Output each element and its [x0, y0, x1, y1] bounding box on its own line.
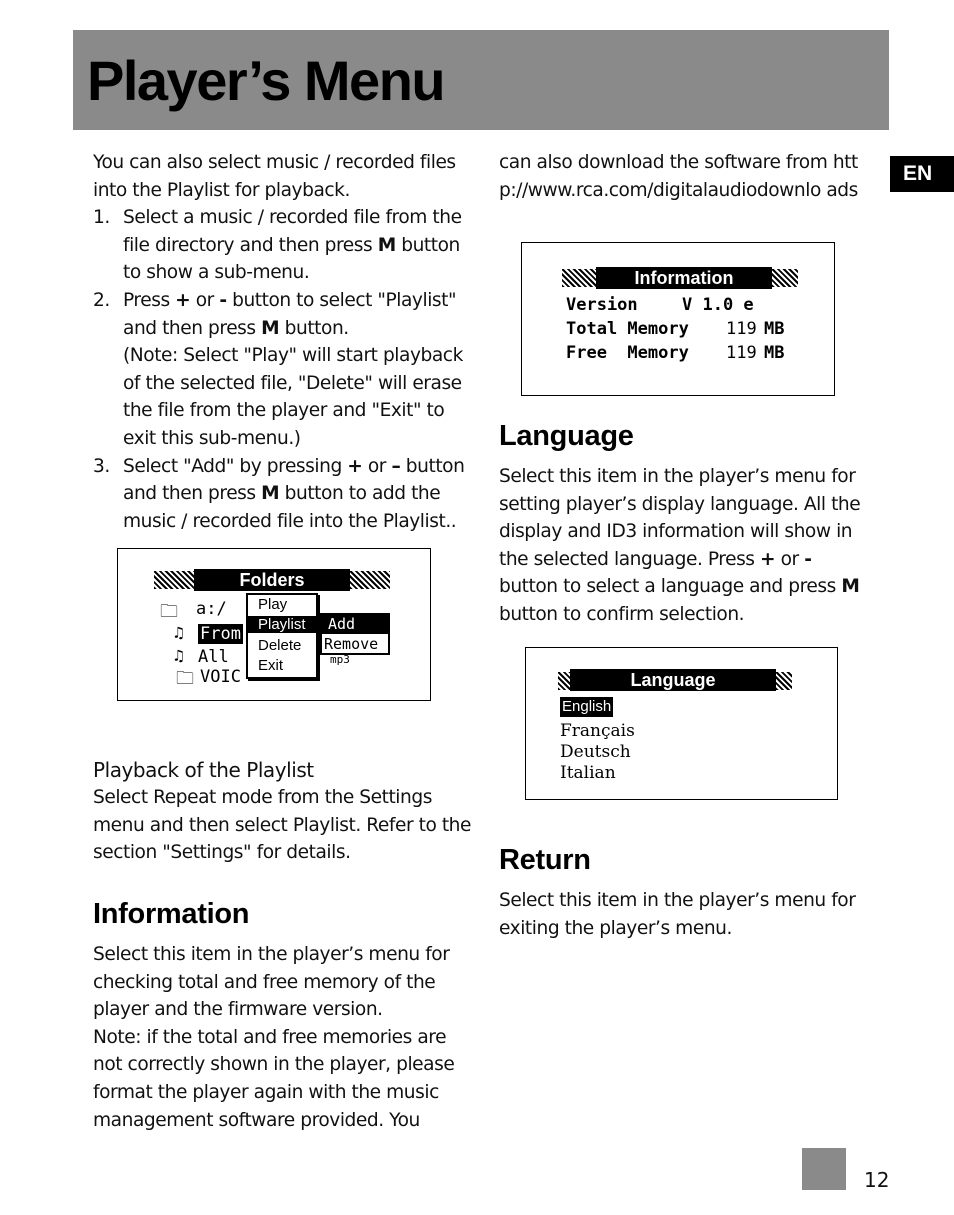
information-title-bar: Information [596, 267, 772, 289]
language-option-english: English [562, 698, 612, 715]
step-number: 3. [93, 455, 110, 477]
submenu-item-remove: Remove [324, 635, 379, 653]
intro-text: You can also select music / recorded files into the Playlist for playback. [93, 152, 456, 201]
language-option-italian: Italian [560, 763, 616, 783]
submenu-item-add: Add [322, 615, 388, 634]
popup-item-exit: Exit [258, 657, 284, 674]
step-number: 2. [93, 289, 110, 311]
music-file-icon: ♫ [174, 646, 184, 665]
left-column [93, 149, 473, 535]
hatch-decoration [558, 672, 570, 690]
folder-row: VOIC [200, 667, 241, 687]
folder-row: a:/ [196, 599, 227, 619]
popup-item-play: Play [258, 596, 288, 613]
information-screen [521, 242, 835, 396]
language-heading: Language [499, 420, 634, 452]
page-number: 12 [864, 1168, 890, 1192]
free-memory-label: Free Memory [566, 343, 689, 363]
language-tab: EN [890, 156, 954, 192]
hatch-decoration [154, 571, 194, 589]
version-label: Version [566, 295, 638, 315]
step-item: 1. Select a music / recorded file from the file directory and then press M button to show a sub-menu. [93, 204, 473, 287]
step-number: 1. [93, 207, 110, 229]
return-section [499, 842, 871, 942]
context-popup [246, 593, 318, 679]
free-memory-unit: MB [764, 343, 785, 363]
folder-icon: 🗀 [176, 668, 194, 689]
page-title: Player’s Menu [87, 49, 445, 112]
information-heading: Information [93, 898, 250, 930]
folder-row: From [200, 624, 241, 644]
popup-item-delete: Delete [258, 637, 302, 654]
playback-text: Select Repeat mode from the Settings menu and then select Playlist. Refer to the section "Settings" for details. [93, 787, 472, 864]
steps-list [93, 204, 473, 535]
information-section [93, 896, 473, 1134]
playback-heading: Playback of the Playlist [93, 758, 314, 782]
return-heading: Return [499, 844, 591, 876]
music-file-icon: ♫ [174, 623, 184, 642]
return-text: Select this item in the player’s menu for exiting the player’s menu. [499, 890, 856, 939]
page-marker [802, 1148, 846, 1190]
hatch-decoration [562, 269, 596, 287]
hidden-text: mp3 [330, 653, 350, 666]
right-column [499, 149, 871, 204]
hatch-decoration [350, 571, 390, 589]
version-value: V 1.0 e [682, 295, 754, 315]
language-text: Select this item in the player’s menu for setting player’s display language. All the display and ID3 information will show in the selected language. Press + or - button to select a language and press M button to confirm selection. [499, 466, 861, 625]
folder-icon: 🗀 [160, 601, 178, 622]
popup-item-playlist: Playlist [248, 616, 316, 633]
language-option-francais: Français [560, 721, 635, 741]
step-item: 3. Select "Add" by pressing + or – button and then press M button to add the music / recorded file into the Playlist.. [93, 453, 473, 536]
total-memory-unit: MB [764, 319, 785, 339]
playback-section [93, 756, 473, 867]
step-item: 2. Press + or - button to select "Playlist" and then press M button. (Note: Select "Play" will start playback of the selected file, "Delete" will erase the file from the player and "Exit" to exit this sub-menu.) [93, 287, 473, 453]
continuation-text: can also download the software from http://www.rca.com/digitalaudiodownlo ads [499, 152, 858, 201]
hatch-decoration [776, 672, 792, 690]
folder-row: All [198, 647, 229, 667]
total-memory-label: Total Memory [566, 319, 689, 339]
language-section [499, 418, 871, 629]
playlist-submenu [320, 613, 390, 655]
information-note: Note: if the total and free memories are not correctly shown in the player, please format the player again with the music management software provided. You [93, 1026, 455, 1131]
language-title-bar: Language [570, 669, 776, 691]
folders-title-bar: Folders [194, 569, 350, 591]
step-note: (Note: Select "Play" will start playback of the selected file, "Delete" will erase the file from the player and "Exit" to exit this sub-menu.) [123, 345, 463, 449]
title-bar [73, 30, 889, 130]
folders-screen [117, 548, 431, 701]
hatch-decoration [772, 269, 798, 287]
information-text: Select this item in the player’s menu for checking total and free memory of the player and the firmware version. [93, 944, 450, 1021]
free-memory-value: 119 [726, 343, 757, 363]
total-memory-value: 119 [726, 319, 757, 339]
language-screen [525, 647, 838, 800]
language-option-deutsch: Deutsch [560, 742, 631, 762]
